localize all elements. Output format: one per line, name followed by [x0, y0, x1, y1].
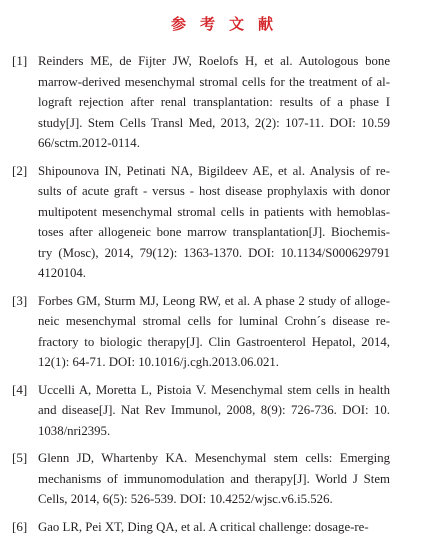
- reference-line: lograft rejection after renal transplantation: results of a phase I: [38, 95, 390, 109]
- reference-line: sults of acute graft - versus - host disease prophylaxis with donor: [38, 184, 390, 198]
- reference-line: Uccelli A, Moretta L, Pistoia V. Mesenchymal stem cells in health: [38, 382, 390, 397]
- reference-line: marrow-derived mesenchymal stromal cells for the treatment of al-: [38, 74, 390, 89]
- reference-line: 66/sctm.2012-0114.: [38, 136, 140, 150]
- reference-line: Cells, 2014, 6(5): 526-539. DOI: 10.4252/wjsc.v6.i5.526.: [38, 492, 333, 506]
- reference-line: 1038/nri2395.: [38, 423, 111, 438]
- reference-text: [38, 448, 390, 510]
- reference-line: mechanisms of immunomodulation and therapy[J]. World J Stem: [38, 471, 390, 486]
- reference-item: [12, 380, 390, 442]
- references-heading: 参考文献: [170, 15, 287, 33]
- reference-line: and disease[J]. Nat Rev Immunol, 2008, 8(9): 726-736. DOI: 10.: [38, 403, 390, 417]
- reference-number: [6]: [12, 518, 28, 534]
- reference-line: Shipounova IN, Petinati NA, Bigildeev AE, et al. Analysis of re-: [38, 163, 390, 178]
- reference-item: [12, 517, 390, 538]
- reference-number: [1]: [12, 53, 28, 68]
- reference-text: [38, 517, 390, 538]
- reference-line: 12(1): 64-71. DOI: 10.1016/j.cgh.2013.06.021.: [38, 355, 279, 369]
- reference-line: multipotent mesenchymal stromal cells in patients with hemoblas-: [38, 204, 390, 219]
- reference-text: [38, 291, 390, 373]
- reference-item: [12, 291, 390, 373]
- reference-text: [38, 51, 390, 154]
- reference-number: [5]: [12, 450, 28, 465]
- reference-line: Reinders ME, de Fijter JW, Roelofs H, et al. Autologous bone: [38, 54, 390, 68]
- reference-number: [3]: [12, 292, 28, 308]
- reference-line: Glenn JD, Whartenby KA. Mesenchymal stem cells: Emerging: [38, 451, 390, 465]
- reference-line: study[J]. Stem Cells Transl Med, 2013, 2(2): 107-11. DOI: 10.59: [38, 115, 390, 130]
- reference-text: [38, 161, 390, 284]
- reference-item: [12, 448, 390, 510]
- reference-number: [4]: [12, 381, 28, 397]
- reference-item: [12, 51, 390, 154]
- reference-number: [2]: [12, 162, 28, 178]
- reference-line: Forbes GM, Sturm MJ, Leong RW, et al. A phase 2 study of alloge-: [38, 293, 390, 308]
- reference-item: [12, 161, 390, 284]
- reference-line: toses after allogeneic bone marrow transplantation[J]. Biochemis-: [38, 225, 390, 239]
- reference-line: Gao LR, Pei XT, Ding QA, et al. A critical challenge: dosage-re-: [38, 519, 369, 534]
- reference-text: [38, 380, 390, 442]
- reference-line: 4120104.: [38, 266, 86, 280]
- reference-line: neic mesenchymal stromal cells for luminal Crohn´s disease re-: [38, 314, 390, 328]
- reference-line: fractory to biologic therapy[J]. Clin Gastroenterol Hepatol, 2014,: [38, 334, 390, 349]
- reference-list: [12, 51, 390, 544]
- reference-line: try (Mosc), 2014, 79(12): 1363-1370. DOI: 10.1134/S000629791: [38, 245, 390, 260]
